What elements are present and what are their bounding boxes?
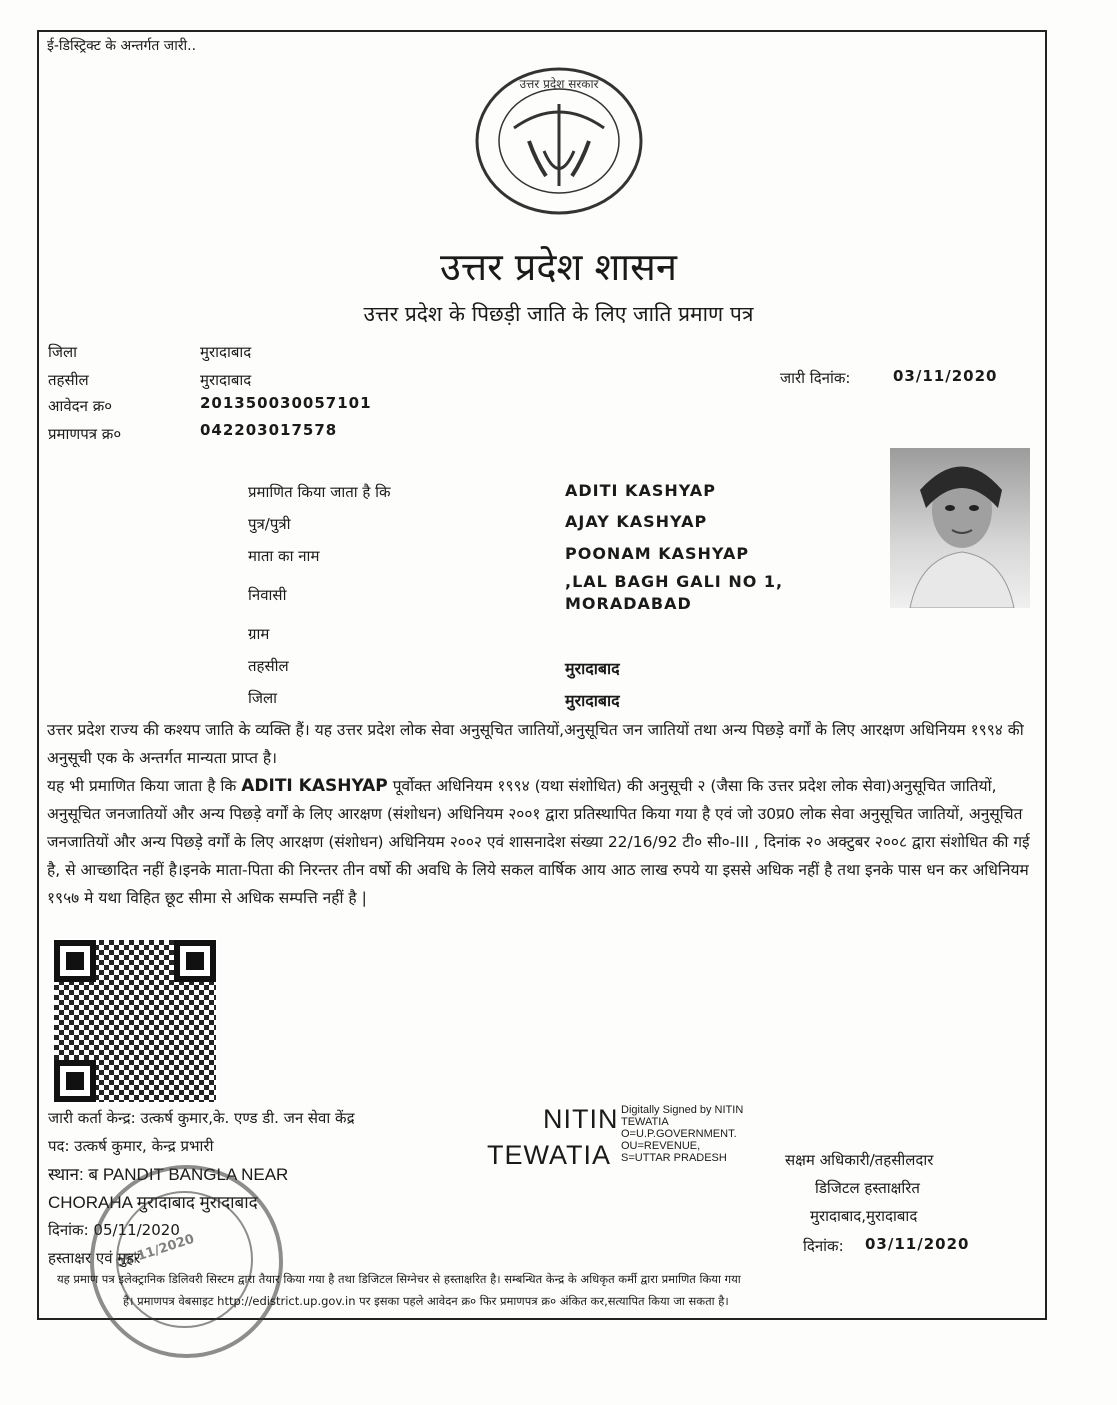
issuer-date: दिनांक: 05/11/2020 xyxy=(48,1221,180,1239)
paragraph-2-name: ADITI KASHYAP xyxy=(241,776,388,796)
issuer-place-line2: CHORAHA मुरादाबाद मुरादाबाद xyxy=(48,1193,258,1212)
application-number: 201350030057101 xyxy=(200,394,372,412)
footer-line2: है। प्रमाणपत्र वेबसाइट http://edistrict.up.gov.in पर इसका पहले आवेदन क्र० फिर प्रमाणपत्र क्र० अंकित कर,सत्यापित किया जा सकता है। xyxy=(123,1294,729,1308)
authority-sign: डिजिटल हस्ताक्षरित xyxy=(815,1179,920,1197)
applicant-photo xyxy=(890,448,1030,608)
sign-info-line: Digitally Signed by NITIN xyxy=(621,1104,744,1116)
verification-qr-code xyxy=(52,938,218,1104)
issuer-post: पद: उत्कर्ष कुमार, केन्द्र प्रभारी xyxy=(48,1137,214,1155)
certificate-number: 042203017578 xyxy=(200,421,338,439)
authority-place: मुरादाबाद,मुरादाबाद xyxy=(810,1207,918,1225)
caste-paragraph-2 xyxy=(47,772,1037,912)
issuer-place-line1: स्थान: ब PANDIT BANGLA NEAR xyxy=(48,1165,289,1184)
issue-date-label: जारी दिनांक: xyxy=(780,369,851,387)
seal-date: 05/11/2020 xyxy=(113,1231,197,1272)
photo-portrait-icon xyxy=(890,448,1030,608)
page-subtitle: उत्तर प्रदेश के पिछड़ी जाति के लिए जाति प्रमाण पत्र xyxy=(363,302,754,326)
issue-date-value: 03/11/2020 xyxy=(893,367,998,385)
person-district-label: जिला xyxy=(248,689,278,707)
signer-name-line1: NITIN xyxy=(543,1104,619,1134)
sign-info-line: TEWATIA xyxy=(621,1116,669,1128)
digital-signature-info xyxy=(621,1104,743,1164)
sign-info-line: S=UTTAR PRADESH xyxy=(621,1152,727,1164)
page-title: उत्तर प्रदेश शासन xyxy=(440,245,677,289)
mother-label: माता का नाम xyxy=(248,547,320,565)
qr-finder-top-right xyxy=(174,940,216,982)
person-tehsil-label: तहसील xyxy=(248,657,289,675)
tehsil-value: मुरादाबाद xyxy=(200,371,252,389)
authority-date-label: दिनांक: xyxy=(803,1237,844,1255)
resident-label: निवासी xyxy=(248,586,287,604)
footer-line1: यह प्रमाण पत्र इलेक्ट्रानिक डिलिवरी सिस्टम द्वारा तैयार किया गया है तथा डिजिटल सिग्नेचर से हस्ताक्षरित है। सम्बन्धित केन्द्र के अधिकृत कर्मी द्वारा प्रमाणित किया गया xyxy=(57,1272,741,1286)
issuer-signature-label: हस्ताक्षर एवं मुहर xyxy=(48,1249,141,1267)
issuing-center: जारी कर्ता केन्द्र: उत्कर्ष कुमार,के. एण्ड डी. जन सेवा केंद्र xyxy=(48,1109,355,1127)
up-government-emblem xyxy=(474,66,644,216)
person-tehsil-value: मुरादाबाद xyxy=(565,659,620,678)
paragraph-2-start: यह भी प्रमाणित किया जाता है कि xyxy=(47,777,237,795)
signer-name-line2: TEWATIA xyxy=(487,1140,611,1170)
address-line1: ,LAL BAGH GALI NO 1, xyxy=(565,572,784,591)
tehsil-label: तहसील xyxy=(48,371,89,389)
district-value: मुरादाबाद xyxy=(200,343,252,361)
sign-info-line: OU=REVENUE, xyxy=(621,1140,701,1152)
certificate-label: प्रमाणपत्र क्र० xyxy=(48,425,122,443)
authority-date-value: 03/11/2020 xyxy=(865,1235,970,1253)
district-label: जिला xyxy=(48,343,78,361)
paragraph-2-rest: पूर्वोक्त अधिनियम १९९४ (यथा संशोधित) की अनुसूची २ (जैसा कि उत्तर प्रदेश लोक सेवा)अनुसूचित जातियों, अनुसूचित जनजातियों और अन्य पिछड़े वर्गों के लिए आरक्षण (संशोधन) अधिनियम २००१ द्वारा प्रतिस्थापित किया गया है एवं जो उ0प्र0 लोक सेवा अनुसूचित जातियों, अनुसूचित जनजातियों और अन्य पिछड़े वर्गों के लिए आरक्षण (संशोधन) अधिनियम २००२ एवं शासनादेश संख्या 22/16/92 टी० सी०-III , दिनांक २० अक्टुबर २००८ द्वारा संशोधित की गई है, से आच्छादित नहीं है।इनके माता-पिता की निरन्तर तीन वर्षो की अवधि के लिये सकल वार्षिक आय आठ लाख रुपये या इससे अधिक नहीं है तथा इनके पास धन कर अधिनियम १९५७ मे यथा विहित छूट सीमा से अधिक सम्पत्ति नहीं है | xyxy=(47,777,1030,907)
authority-title: सक्षम अधिकारी/तहसीलदार xyxy=(785,1151,934,1169)
emblem-text: उत्तर प्रदेश सरकार xyxy=(519,77,599,91)
qr-finder-top-left xyxy=(54,940,96,982)
father-name: AJAY KASHYAP xyxy=(565,512,708,531)
sign-info-line: O=U.P.GOVERNMENT. xyxy=(621,1128,737,1140)
address-line2: MORADABAD xyxy=(565,594,692,613)
caste-paragraph-1: उत्तर प्रदेश राज्य की कश्यप जाति के व्यक्ति हैं। यह उत्तर प्रदेश लोक सेवा अनुसूचित जातियों,अनुसूचित जन जातियों तथा अन्य पिछड़े वर्गों के लिए आरक्षण अधिनियम १९९४ की अनुसूची एक के अन्तर्गत मान्यता प्राप्त है। xyxy=(47,721,1024,767)
issued-under-text: ई-डिस्ट्रिक्ट के अन्तर्गत जारी.. xyxy=(47,38,197,54)
applicant-name: ADITI KASHYAP xyxy=(565,481,716,500)
certified-label: प्रमाणित किया जाता है कि xyxy=(248,483,391,501)
mother-name: POONAM KASHYAP xyxy=(565,544,750,563)
qr-finder-bottom-left xyxy=(54,1060,96,1102)
village-label: ग्राम xyxy=(248,625,270,643)
child-of-label: पुत्र/पुत्री xyxy=(248,515,291,533)
application-label: आवेदन क्र० xyxy=(48,397,113,415)
center-seal-stamp xyxy=(90,1165,283,1358)
person-district-value: मुरादाबाद xyxy=(565,691,620,710)
